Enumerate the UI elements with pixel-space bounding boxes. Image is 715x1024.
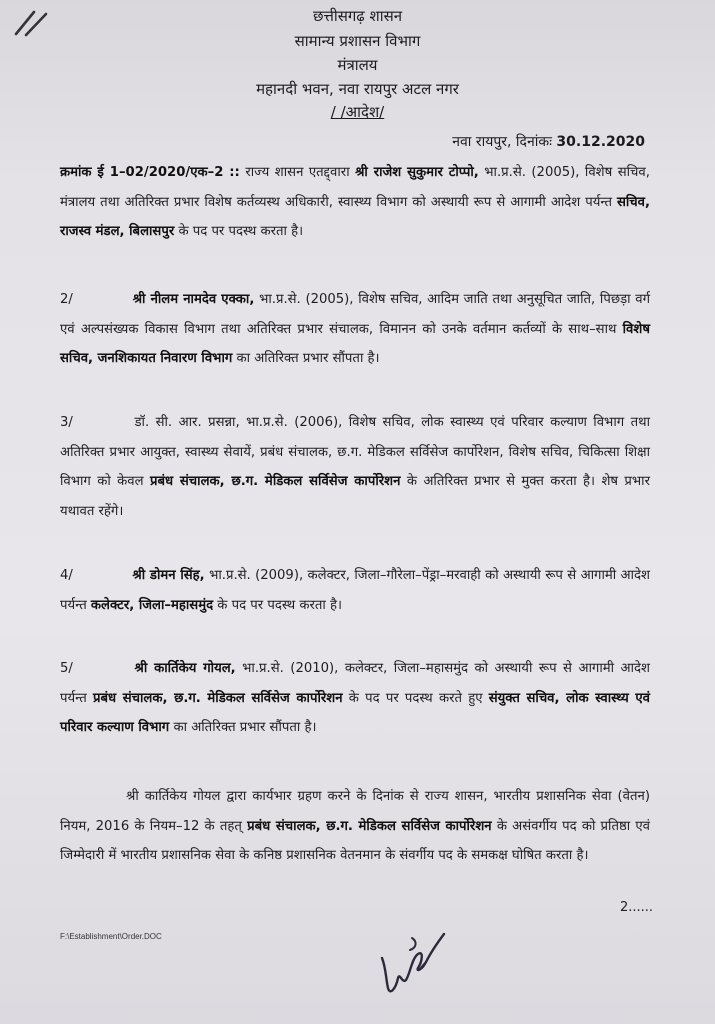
file-path: F:\Establishment\Order.DOC <box>60 932 162 941</box>
posting: विशेष सचिव, जनशिकायत निवारण विभाग <box>60 321 650 366</box>
additional-posting: संयुक्त सचिव, लोक स्वास्थ्य एवं परिवार कल्याण विभाग <box>60 690 650 735</box>
order-title: / /आदेश/ <box>330 103 385 121</box>
officer-name: श्री कार्तिकेय गोयल, <box>134 661 236 676</box>
posting: कलेक्टर, जिला–महासमुंद <box>90 597 214 613</box>
office-name: मंत्रालय <box>337 56 378 74</box>
officer-name: डॉ. सी. आर. प्रसन्ना, <box>134 415 240 430</box>
posting: सचिव, राजस्व मंडल, बिलासपुर <box>60 194 650 239</box>
date-line <box>452 132 645 151</box>
govt-name: छत्तीसगढ़ शासन <box>312 7 403 25</box>
paragraph-5: 5/ श्री कार्तिकेय गोयल, भा.प्र.से. (2010), कलेक्टर, जिला–महासमुंद को अस्थायी रूप से आगामी आदेश पर्यन्त प्रबंध संचालक, छ.ग. मेडिकल सर्विसेज कार्पोरेशन के पद पर पदस्थ करते हुए संयुक्त सचिव, लोक स्वास्थ्य एवं परिवार कल्याण विभाग का अतिरिक्त प्रभार सौंपता है। <box>60 654 650 743</box>
paragraph-1: क्रमांक ई 1–02/2020/एक–2 :: राज्य शासन एतद्द्वारा श्री राजेश सुकुमार टोप्पो, भा.प्र.से. (2005), विशेष सचिव, मंत्रालय तथा अतिरिक्त प्रभार विशेष कर्तव्यस्थ अधिकारी, स्वास्थ्य विभाग को अस्थायी रूप से आगामी आदेश पर्यन्त सचिव, राजस्व मंडल, बिलासपुर के पद पर पदस्थ करता है। <box>60 165 650 239</box>
posting: प्रबंध संचालक, छ.ग. मेडिकल सर्विसेज कार्पोरेशन <box>247 818 492 834</box>
paragraph-number: 5/ <box>60 661 73 676</box>
next-page-indicator: 2...... <box>620 900 654 915</box>
officer-name: श्री डोमन सिंह, <box>132 568 205 583</box>
paragraph-4: 4/ श्री डोमन सिंह, भा.प्र.से. (2009), कलेक्टर, जिला–गौरेला–पेंड्रा–मरवाही को अस्थायी रूप से आगामी आदेश पर्यन्त कलेक्टर, जिला–महासमुंद के पद पर पदस्थ करता है। <box>60 561 650 620</box>
paragraph-number: 2/ <box>60 292 73 307</box>
signature-icon <box>372 928 452 1008</box>
office-address: महानदी भवन, नवा रायपुर अटल नगर <box>256 80 459 98</box>
paragraph-number: 3/ <box>60 415 73 430</box>
paragraph-3: 3/ डॉ. सी. आर. प्रसन्ना, भा.प्र.से. (2006), विशेष सचिव, लोक स्वास्थ्य एवं परिवार कल्याण विभाग तथा अतिरिक्त प्रभार आयुक्त, स्वास्थ्य सेवायें, प्रबंध संचालक, छ.ग. मेडिकल सर्विसेज कार्पोरेशन, विशेष सचिव, चिकित्सा शिक्षा विभाग को केवल प्रबंध संचालक, छ.ग. मेडिकल सर्विसेज कार्पोरेशन के अतिरिक्त प्रभार से मुक्त करता है। शेष प्रभार यथावत रहेंगे। <box>60 408 650 526</box>
order-number: क्रमांक ई 1–02/2020/एक–2 :: <box>60 165 240 180</box>
officer-name: श्री राजेश सुकुमार टोप्पो, <box>355 165 479 180</box>
posting: प्रबंध संचालक, छ.ग. मेडिकल सर्विसेज कार्पोरेशन <box>149 474 401 489</box>
date-place: नवा रायपुर, दिनांकः <box>452 134 552 150</box>
paragraph-number: 4/ <box>60 568 73 583</box>
department-name: सामान्य प्रशासन विभाग <box>294 32 421 50</box>
paragraph-2: 2/ श्री नीलम नामदेव एक्का, भा.प्र.से. (2005), विशेष सचिव, आदिम जाति तथा अनुसूचित जाति, पिछड़ा वर्ग एवं अल्पसंख्यक विकास विभाग तथा अतिरिक्त प्रभार संचालक, विमानन को उनके वर्तमान कर्तव्यों के साथ–साथ विशेष सचिव, जनशिकायत निवारण विभाग का अतिरिक्त प्रभार सौंपता है। <box>60 285 650 374</box>
order-date: 30.12.2020 <box>556 134 645 150</box>
paragraph-6: श्री कार्तिकेय गोयल द्वारा कार्यभार ग्रहण करने के दिनांक से राज्य शासन, भारतीय प्रशासनिक सेवा (वेतन) नियम, 2016 के नियम–12 के तहत् प्रबंध संचालक, छ.ग. मेडिकल सर्विसेज कार्पोरेशन के असंवर्गीय पद को प्रतिष्ठा एवं जिम्मेदारी में भारतीय प्रशासनिक सेवा के कनिष्ठ प्रशासनिक वेतनमान के संवर्गीय पद के समकक्ष घोषित करता है। <box>60 789 650 863</box>
officer-name: श्री नीलम नामदेव एक्का, <box>132 292 255 307</box>
posting: प्रबंध संचालक, छ.ग. मेडिकल सर्विसेज कार्पोरेशन <box>92 690 343 706</box>
